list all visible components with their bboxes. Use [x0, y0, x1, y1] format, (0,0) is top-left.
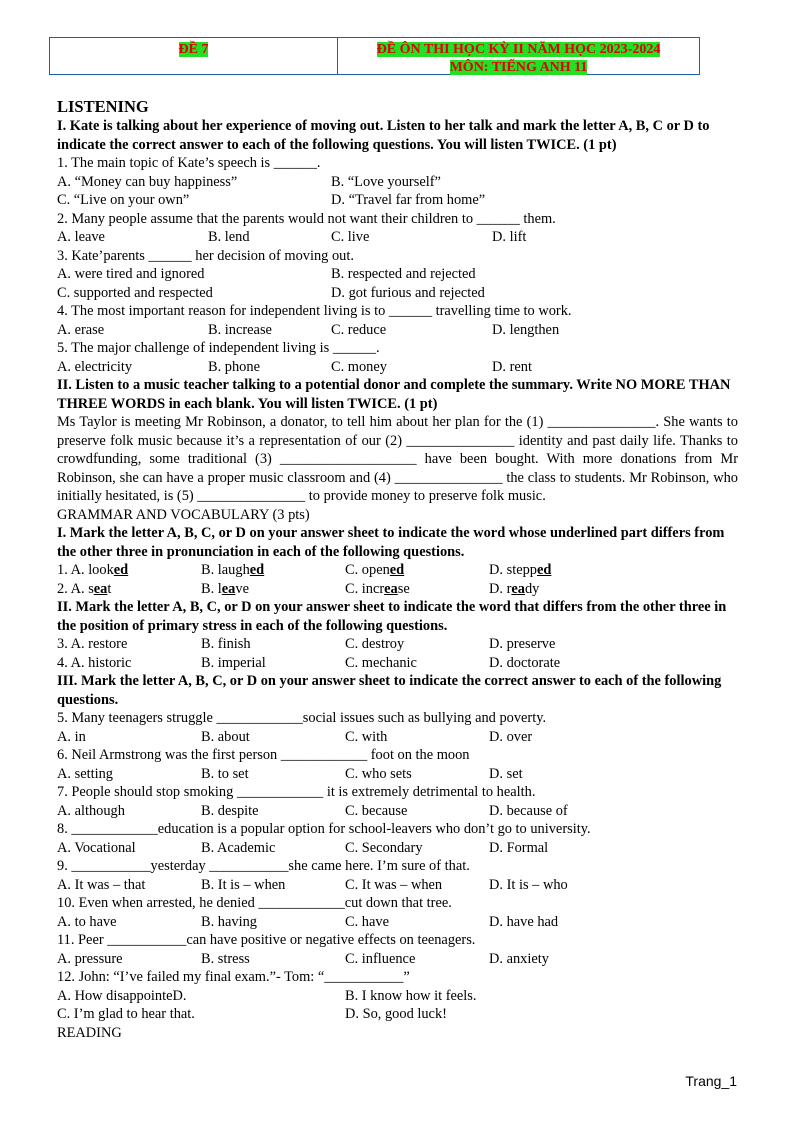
answer-option: 1. A. looked [57, 562, 129, 578]
answer-option: B. to set [201, 765, 249, 782]
answer-option: 2. A. seat [57, 580, 112, 597]
answer-option: 4. A. historic [57, 654, 132, 671]
answer-row [57, 358, 738, 377]
reading-title: READING [57, 1024, 122, 1041]
answer-option: D. lengthen [492, 321, 560, 338]
answer-option: B. leave [201, 580, 249, 597]
header-exam-number-cell [50, 38, 338, 74]
answer-option: D. “Travel far from home” [331, 192, 486, 208]
answer-option: C. opened [345, 562, 405, 578]
answer-option: A. How disappointeD. [57, 987, 187, 1004]
listening-title: LISTENING [57, 97, 149, 116]
answer-option: D. So, good luck! [345, 1006, 447, 1022]
answer-option: D. stepped [489, 562, 552, 578]
answer-option: D. doctorate [489, 654, 561, 671]
answer-option: B. stress [201, 950, 250, 967]
answer-row [57, 284, 738, 303]
answer-option: C. “Live on your own” [57, 192, 190, 208]
answer-option: A. setting [57, 765, 113, 782]
question-text: 3. Kate’parents ______ her decision of moving out. [57, 247, 354, 264]
question-text: 11. Peer ___________can have positive or negative effects on teenagers. [57, 932, 476, 948]
answer-option: D. lift [492, 229, 527, 245]
question-text: 4. The most important reason for independent living is to ______ travelling time to work. [57, 303, 572, 319]
answer-row [57, 802, 738, 821]
answer-option: A. electricity [57, 358, 133, 375]
answer-option: C. influence [345, 950, 416, 967]
header-title-cell [338, 38, 699, 74]
answer-option: B. about [201, 728, 250, 745]
question-text: 10. Even when arrested, he denied ____________cut down that tree. [57, 895, 452, 911]
answer-option: A. although [57, 802, 125, 819]
header-table [49, 37, 700, 75]
answer-option: D. ready [489, 580, 540, 597]
exam-number: ĐỀ 7 [178, 42, 209, 57]
answer-option: D. got furious and rejected [331, 284, 485, 301]
document-body [57, 97, 738, 1042]
answer-option: C. with [345, 728, 388, 745]
answer-row [57, 876, 738, 895]
question-text: 6. Neil Armstrong was the first person ____________ foot on the moon [57, 747, 470, 763]
grammar-title: GRAMMAR AND VOCABULARY (3 pts) [57, 506, 310, 523]
answer-option: C. It was – when [345, 876, 443, 893]
answer-option: B. It is – when [201, 876, 286, 893]
answer-row [57, 173, 738, 192]
answer-option: D. Formal [489, 839, 549, 856]
question-text: 5. Many teenagers struggle ____________social issues such as bullying and poverty. [57, 710, 547, 726]
answer-option: B. respected and rejected [331, 266, 476, 282]
answer-option: B. laughed [201, 562, 265, 578]
answer-row [57, 765, 738, 784]
page-number: Trang_1 [685, 1073, 737, 1089]
answer-option: A. It was – that [57, 876, 146, 893]
answer-option: C. increase [345, 580, 410, 597]
answer-option: B. imperial [201, 654, 266, 671]
answer-row [57, 228, 738, 247]
answer-option: A. pressure [57, 950, 123, 967]
exam-subject: MÔN: TIẾNG ANH 11 [449, 60, 588, 75]
answer-option: B. finish [201, 636, 251, 652]
answer-option: D. rent [492, 358, 532, 375]
answer-row [57, 191, 738, 210]
answer-option: C. reduce [331, 321, 387, 338]
answer-option: B. “Love yourself” [331, 173, 441, 190]
answer-row [57, 654, 738, 673]
answer-row [57, 728, 738, 747]
answer-option: C. have [345, 913, 389, 930]
answer-option: D. because of [489, 802, 568, 819]
answer-option: B. Academic [201, 839, 276, 856]
listening-part1-instruction: I. Kate is talking about her experience of moving out. Listen to her talk and mark the letter A, B, C or D to indicate the correct answer to each of the following questions. You will listen TWICE. (1 pt) [57, 118, 710, 153]
grammar-part3-instruction: III. Mark the letter A, B, C, or D on your answer sheet to indicate the correct answer to each of the following questions. [57, 673, 722, 708]
answer-option: D. anxiety [489, 950, 549, 967]
answer-option: D. It is – who [489, 876, 568, 893]
answer-row [57, 561, 738, 580]
exam-title: ĐỀ ÔN THI HỌC KỲ II NĂM HỌC 2023-2024 [376, 42, 661, 57]
answer-row [57, 839, 738, 858]
answer-option: B. phone [208, 358, 260, 375]
answer-option: C. mechanic [345, 654, 417, 671]
answer-option: A. erase [57, 321, 105, 338]
answer-option: C. I’m glad to hear that. [57, 1006, 195, 1022]
answer-row [57, 635, 738, 654]
answer-option: C. destroy [345, 636, 405, 652]
answer-option: A. leave [57, 229, 105, 245]
answer-option: C. Secondary [345, 839, 423, 856]
question-text: 12. John: “I’ve failed my final exam.”- Tom: “___________” [57, 969, 410, 985]
answer-option: A. were tired and ignored [57, 266, 205, 282]
answer-row [57, 265, 738, 284]
answer-option: D. have had [489, 913, 559, 930]
answer-row [57, 580, 738, 599]
answer-option: C. supported and respected [57, 284, 213, 301]
answer-option: A. Vocational [57, 839, 136, 856]
answer-option: C. money [331, 358, 387, 375]
answer-option: A. to have [57, 913, 117, 930]
answer-option: C. live [331, 229, 370, 245]
answer-option: B. having [201, 913, 257, 930]
answer-row [57, 950, 738, 969]
answer-row [57, 321, 738, 340]
answer-option: B. lend [208, 229, 250, 245]
answer-option: B. I know how it feels. [345, 987, 477, 1004]
answer-row [57, 987, 738, 1006]
question-text: 7. People should stop smoking ____________ it is extremely detrimental to health. [57, 784, 536, 800]
answer-option: C. who sets [345, 765, 412, 782]
answer-row [57, 913, 738, 932]
question-text: 9. ___________yesterday ___________she came here. I’m sure of that. [57, 858, 470, 874]
grammar-part2-instruction: II. Mark the letter A, B, C, or D on your answer sheet to indicate the word that differs from the other three in the position of primary stress in each of the following questions. [57, 599, 727, 634]
grammar-part1-instruction: I. Mark the letter A, B, C, or D on your answer sheet to indicate the word whose underlined part differs from the other three in pronunciation in each of the following questions. [57, 525, 725, 560]
answer-option: B. increase [208, 321, 272, 338]
answer-option: D. over [489, 728, 533, 745]
answer-option: C. because [345, 802, 408, 819]
answer-option: 3. A. restore [57, 636, 128, 652]
question-text: 1. The main topic of Kate’s speech is ______. [57, 155, 321, 171]
answer-row [57, 1005, 738, 1024]
answer-option: A. in [57, 728, 86, 745]
answer-option: D. set [489, 765, 523, 782]
summary-paragraph: Ms Taylor is meeting Mr Robinson, a donator, to tell him about her plan for the (1) _______________. She wants to preserve folk music because it’s a representation of our (2) _______________ identity and past daily life. Thanks to crowdfunding, some traditional (3) ___________________ have been bought. With more donations from Mr Robinson, she can have a proper music classroom and (4) _______________ the class to students. Mr Robinson, who initially hesitated, is (5) _______________ to provide money to preserve folk music. [57, 414, 738, 504]
answer-option: D. preserve [489, 636, 556, 652]
question-text: 5. The major challenge of independent living is ______. [57, 340, 380, 356]
question-text: 2. Many people assume that the parents would not want their children to ______ them. [57, 210, 556, 227]
answer-option: B. despite [201, 802, 259, 819]
listening-part2-instruction: II. Listen to a music teacher talking to a potential donor and complete the summary. Write NO MORE THAN THREE WORDS in each blank. You will listen TWICE. (1 pt) [57, 377, 731, 412]
question-text: 8. ____________education is a popular option for school-leavers who don’t go to university. [57, 821, 591, 837]
answer-option: A. “Money can buy happiness” [57, 173, 238, 190]
